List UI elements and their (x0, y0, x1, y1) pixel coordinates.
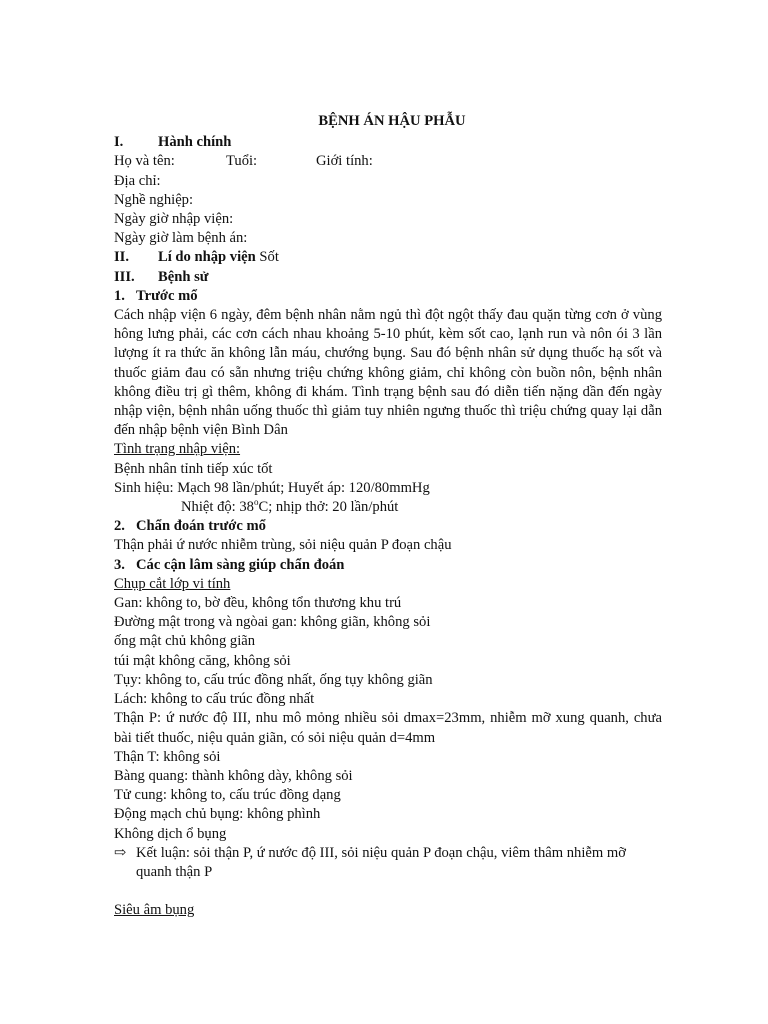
ct-finding: túi mật không căng, không sỏi (114, 652, 291, 669)
subsection-number: 3. (114, 556, 125, 573)
subsection-tests-heading (114, 556, 662, 575)
admission-status-title: Tình trạng nhập viện: (114, 441, 241, 458)
subsection-diagnosis-heading (114, 517, 662, 536)
subsection-title: Chẩn đoán trước mổ (136, 518, 266, 535)
section-number: II. (114, 249, 130, 266)
name-label: Họ và tên: (114, 153, 175, 170)
section-number: III. (114, 268, 135, 285)
subsection-number: 2. (114, 518, 125, 535)
ct-finding: Tử cung: không to, cấu trúc đồng dạng (114, 787, 341, 804)
ct-finding-right-kidney: Thận P: ứ nước độ III, nhu mô mỏng nhiều sỏi dmax=23mm, nhiễm mỡ xung quanh, chưa bài tiết thuốc, niệu quản giãn, có sỏi niệu quản d=4mm (114, 710, 662, 746)
document-body (114, 112, 662, 920)
section-reason-heading (114, 248, 662, 267)
degree-superscript: o (253, 497, 259, 508)
history-paragraph: Cách nhập viện 6 ngày, đêm bệnh nhân nằm ngủ thì đột ngột thấy đau quặn từng cơn ở vùng hông lưng phải, các cơn cách nhau khoảng 5-10 phút, kèm sốt cao, lạnh run và nôn ói 3 lần lượng ít ra thức ăn không lẫn máu, chướng bụng. Sau đó bệnh nhân sử dụng thuốc hạ sốt và thuốc giảm đau có sẵn nhưng triệu chứng không giảm, chỉ không còn buồn nôn, bệnh nhân không điều trị gì thêm, không đi khám. Tình trạng bệnh sau đó diễn tiến nặng dần đến ngày nhập viện, bệnh nhân uống thuốc thì giảm tuy nhiên ngưng thuốc thì triệu chứng quay lại dẫn đến nhập bệnh viện Bình Dân (114, 307, 662, 439)
respiration-text: C; nhịp thở: 20 lần/phút (258, 499, 399, 516)
ct-finding: Không dịch ổ bụng (114, 825, 227, 842)
temperature-text: Nhiệt độ: 38 (181, 499, 254, 516)
section-number: I. (114, 134, 124, 151)
ultrasound-title: Siêu âm bụng (114, 902, 195, 919)
section-administrative-heading (114, 133, 662, 152)
sex-label: Giới tính: (316, 153, 373, 170)
ct-scan-title: Chụp cắt lớp vi tính (114, 575, 231, 592)
arrow-right-icon: ⇨ (114, 844, 127, 861)
subsection-number: 1. (114, 287, 125, 304)
ct-finding: Lách: không to cấu trúc đồng nhất (114, 691, 315, 708)
subsection-preop-heading (114, 287, 662, 306)
admin-name-row (114, 152, 662, 171)
vitals-line-2 (114, 498, 662, 517)
ct-finding: Đường mật trong và ngòai gan: không giãn, không sỏi (114, 614, 431, 631)
age-label: Tuổi: (226, 153, 258, 170)
ct-finding: Động mạch chủ bụng: không phình (114, 806, 321, 823)
section-title: Hành chính (158, 134, 232, 151)
job-label: Nghề nghiệp: (114, 191, 194, 208)
reason-value: Sốt (259, 249, 279, 266)
ct-finding: Gan: không to, bờ đều, không tổn thương khu trú (114, 595, 402, 612)
document-title: BỆNH ÁN HẬU PHẪU (318, 113, 466, 129)
blank-line (114, 882, 662, 901)
address-label: Địa chỉ: (114, 172, 161, 189)
ct-finding: Thận T: không sỏi (114, 748, 221, 765)
section-title: Lí do nhập viện (158, 249, 256, 266)
admission-status-line: Bệnh nhân tỉnh tiếp xúc tốt (114, 460, 273, 477)
record-time-label: Ngày giờ làm bệnh án: (114, 230, 248, 247)
ct-finding: Bàng quang: thành không dày, không sỏi (114, 767, 353, 784)
section-history-heading (114, 268, 662, 287)
ct-conclusion-text: Kết luận: sỏi thận P, ứ nước độ III, sỏi niệu quản P đoạn chậu, viêm thâm nhiễm mỡ quanh thận P (136, 844, 626, 880)
preop-diagnosis-value: Thận phải ứ nước nhiễm trùng, sỏi niệu quản P đoạn chậu (114, 537, 452, 554)
subsection-title: Trước mổ (136, 287, 198, 304)
ct-finding: Tụy: không to, cấu trúc đồng nhất, ống tụy không giãn (114, 671, 433, 688)
ct-finding: ống mật chủ không giãn (114, 633, 256, 650)
subsection-title: Các cận lâm sàng giúp chẩn đoán (136, 556, 345, 573)
admit-time-label: Ngày giờ nhập viện: (114, 211, 234, 228)
ct-conclusion (114, 844, 662, 882)
vitals-line-1: Sinh hiệu: Mạch 98 lần/phút; Huyết áp: 120/80mmHg (114, 479, 430, 496)
section-title: Bệnh sử (158, 268, 209, 285)
